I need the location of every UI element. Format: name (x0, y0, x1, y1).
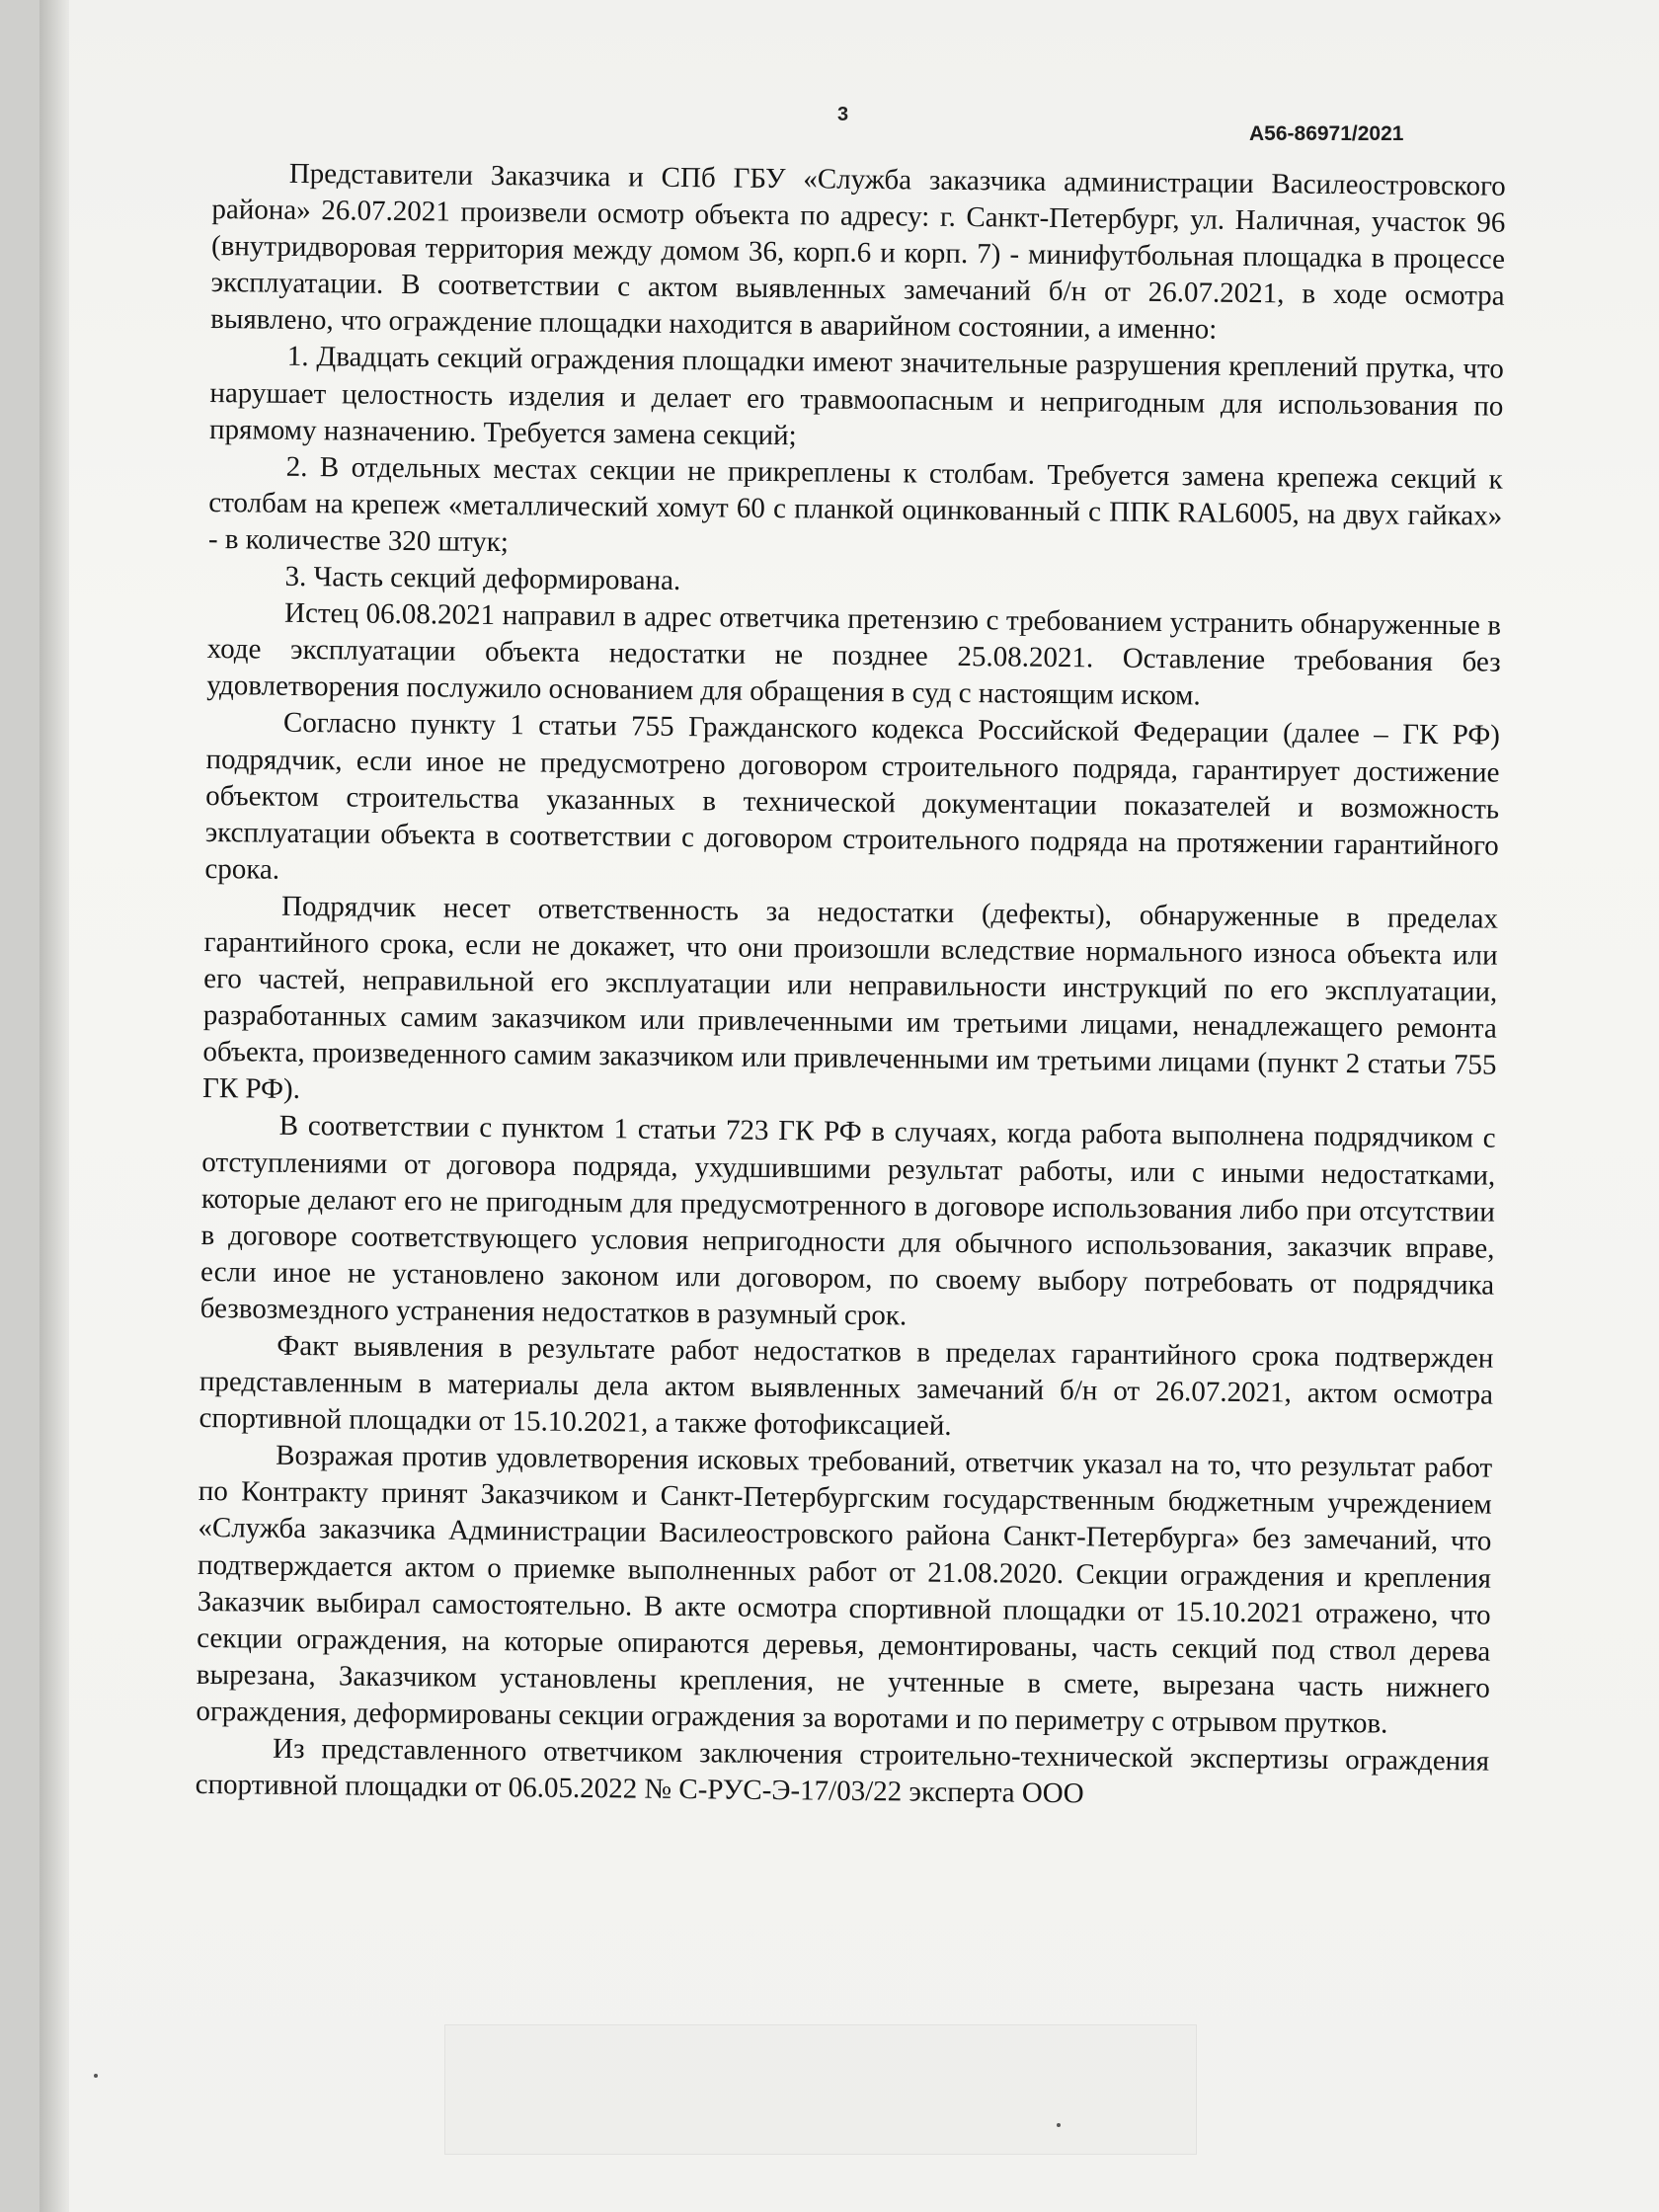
list-item-2: 2. В отдельных местах секции не прикреплены к столбам. Требуется замена крепежа секций к столбам на крепеж «металлический хомут 60 с планкой оцинкованный с ППК RAL6005, на двух гайках» - в количестве 320 штук; (207, 450, 1503, 559)
paper-speck (1057, 2123, 1061, 2127)
page-number: 3 (837, 104, 849, 125)
paragraph-claim: Истец 06.08.2021 направил в адрес ответчика претензию с требованием устранить обнаруженные в ходе эксплуатации объекта недостатки не позднее 25.08.2021. Оставление требования без удовлетворения послужило основанием для обращения в суд с настоящим иском. (206, 596, 1502, 712)
paragraph-inspection: Представители Заказчика и СПб ГБУ «Служба заказчика администрации Василеостровского района» 26.07.2021 произвели осмотр объекта по адресу: г. Санкт-Петербург, ул. Наличная, участок 96 (внутридворовая территория между домом 36, корп.6 и корп. 7) - минифутбольная площадка в процессе эксплуатации. В соответствии с актом выявленных замечаний б/н от 26.07.2021, в ходе осмотра выявлено, что ограждение площадки находится в аварийном состоянии, а именно: (210, 157, 1506, 347)
document-body (196, 155, 1506, 1817)
paragraph-expertise: Из представленного ответчиком заключения строительно-технической экспертизы ограждения спортивной площадки от 06.05.2022 № С-РУС-Э-17/03/22 эксперта ООО (195, 1732, 1490, 1810)
paragraph-article-755-1: Согласно пункту 1 статьи 755 Гражданского кодекса Российской Федерации (далее – ГК РФ) подрядчик, если иное не предусмотрено договором строительного подряда, гарантирует достижение объектом строительства указанных в технической документации показателей и возможность эксплуатации объекта в соответствии с договором строительного подряда на протяжении гарантийного срока. (204, 707, 1501, 886)
paragraph-defects-fact: Факт выявления в результате работ недостатков в пределах гарантийного срока подтвержден представленным в материалы дела актом выявленных замечаний б/н от 26.07.2021, актом осмотра спортивной площадки от 15.10.2021, а также фотофиксацией. (198, 1329, 1494, 1443)
list-item-3: 3. Часть секций деформирована. (284, 560, 681, 597)
paragraph-defendant-objection: Возражая против удовлетворения исковых требований, ответчик указал на то, что результат работ по Контракту принят Заказчиком и Санкт-Петербургским государственным бюджетным учреждением «Служба заказчика Администрации Василеостровского района Санкт-Петербурга» без замечаний, что подтверждается актом о приемке выполненных работ от 21.08.2020. Секции ограждения и крепления Заказчик выбирал самостоятельно. В акте осмотра спортивной площадки от 15.10.2021 отражено, что секции ограждения, на которые опираются деревья, демонтированы, часть секций под ствол дерева вырезана, Заказчиком установлены крепления, не учтенные в смете, вырезана часть нижнего ограждения, деформированы секции ограждения за воротами и по периметру с отрывом прутков. (196, 1440, 1493, 1740)
paragraph-article-723: В соответствии с пунктом 1 статьи 723 ГК РФ в случаях, когда работа выполнена подрядчиком с отступлениями от договора подряда, ухудшившими результат работы, или с иными недостатками, которые делают его не пригодным для предусмотренного в договоре использования либо при отсутствии в договоре соответствующего условия непригодности для обычного использования, заказчик вправе, если иное не установлено законом или договором, по своему выбору потребовать от подрядчика безвозмездного устранения недостатков в разумный срок. (199, 1110, 1496, 1332)
bleed-through-stamp (444, 2024, 1197, 2155)
document-page (69, 0, 1659, 2212)
paragraph-article-755-2: Подрядчик несет ответственность за недостатки (дефекты), обнаруженные в пределах гарантийного срока, если не докажет, что они произошли вследствие нормального износа объекта или его частей, неправильной его эксплуатации или неправильности инструкций по его эксплуатации, разработанных самим заказчиком или привлеченными им третьими лицами, ненадлежащего ремонта объекта, произведенного самим заказчиком или привлеченными им третьими лицами (пункт 2 статьи 755 ГК РФ). (201, 890, 1499, 1106)
case-number: А56-86971/2021 (1249, 122, 1404, 145)
list-item-1: 1. Двадцать секций ограждения площадки имеют значительные разрушения креплений прутка, что нарушает целостность изделия и делает его травмоопасным и непригодным для использования по прямому назначению. Требуется замена секций; (208, 341, 1504, 451)
paper-speck (94, 2074, 98, 2078)
